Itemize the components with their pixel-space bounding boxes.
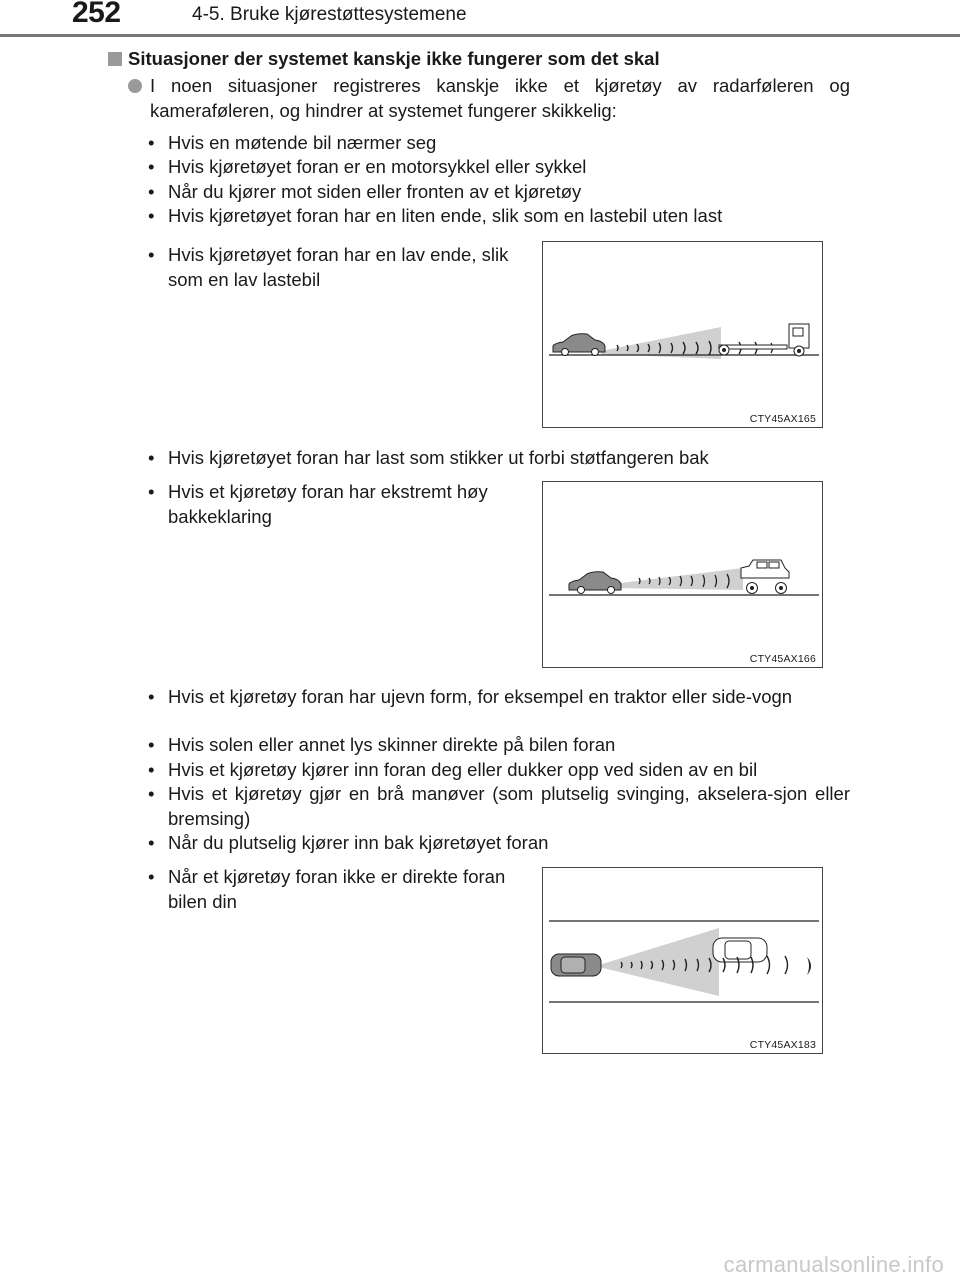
list-item: • Når du plutselig kjører inn bak kjøretøyet foran: [148, 832, 549, 853]
intro-line-2: kameraføleren, og hindrer at systemet fungerer skikkelig:: [150, 99, 617, 121]
section-heading: [108, 48, 660, 70]
chapter-title: 4-5. Bruke kjørestøttesystemene: [192, 4, 467, 25]
low-truck: [719, 324, 809, 356]
header-rule: [0, 34, 960, 37]
list-item: • Hvis solen eller annet lys skinner direkte på bilen foran: [148, 734, 616, 755]
page-number: 252: [72, 0, 121, 29]
list-item: • Hvis et kjøretøy gjør en brå manøver (som plutselig svinging, akselera-sjon eller bremsing): [148, 783, 850, 829]
list-item: • Når et kjøretøy foran ikke er direkte foran bilen din: [148, 866, 506, 912]
list-item: • Hvis et kjøretøy foran har ujevn form, for eksempel en traktor eller side-vogn: [148, 686, 793, 707]
radar-beam: [601, 327, 721, 359]
list-item: • Hvis en møtende bil nærmer seg: [148, 132, 437, 153]
section-title: Situasjoner der systemet kanskje ikke fungerer som det skal: [128, 48, 660, 69]
list-item: • Hvis kjøretøyet foran har en lav ende, slik som en lav lastebil: [148, 244, 509, 290]
list-item: • Hvis et kjøretøy foran har ekstremt høy bakkeklaring: [148, 481, 488, 527]
figure-offset-vehicle: [542, 867, 823, 1054]
radar-beam: [599, 928, 719, 996]
intro-line-1: I noen situasjoner registreres kanskje ikke et kjøretøy av radarføleren og: [150, 75, 850, 96]
wave-end: [807, 957, 811, 975]
figure-high-clearance: [542, 481, 823, 668]
list-item: • Hvis et kjøretøy kjører inn foran deg eller dukker opp ved siden av en bil: [148, 759, 758, 780]
figure-code: CTY45AX165: [749, 413, 816, 425]
intro-paragraph: [128, 74, 850, 123]
list-item: • Hvis kjøretøyet foran er en motorsykkel eller sykkel: [148, 156, 587, 177]
radar-beam: [613, 568, 743, 590]
figure-code: CTY45AX166: [749, 653, 816, 665]
figure-low-truck: [542, 241, 823, 428]
high-clearance-vehicle: [741, 560, 789, 594]
page-header: [0, 0, 960, 36]
figure-code: CTY45AX183: [749, 1039, 816, 1051]
list-item: • Når du kjører mot siden eller fronten av et kjøretøy: [148, 181, 582, 202]
list-item: • Hvis kjøretøyet foran har en liten ende, slik som en lastebil uten last: [148, 205, 723, 226]
list-item: • Hvis kjøretøyet foran har last som stikker ut forbi støtfangeren bak: [148, 447, 709, 468]
square-bullet-icon: [108, 52, 122, 66]
car-ahead: [713, 938, 767, 962]
watermark: carmanualsonline.info: [723, 1252, 944, 1277]
circle-bullet-icon: [128, 79, 142, 93]
own-car: [551, 954, 601, 976]
